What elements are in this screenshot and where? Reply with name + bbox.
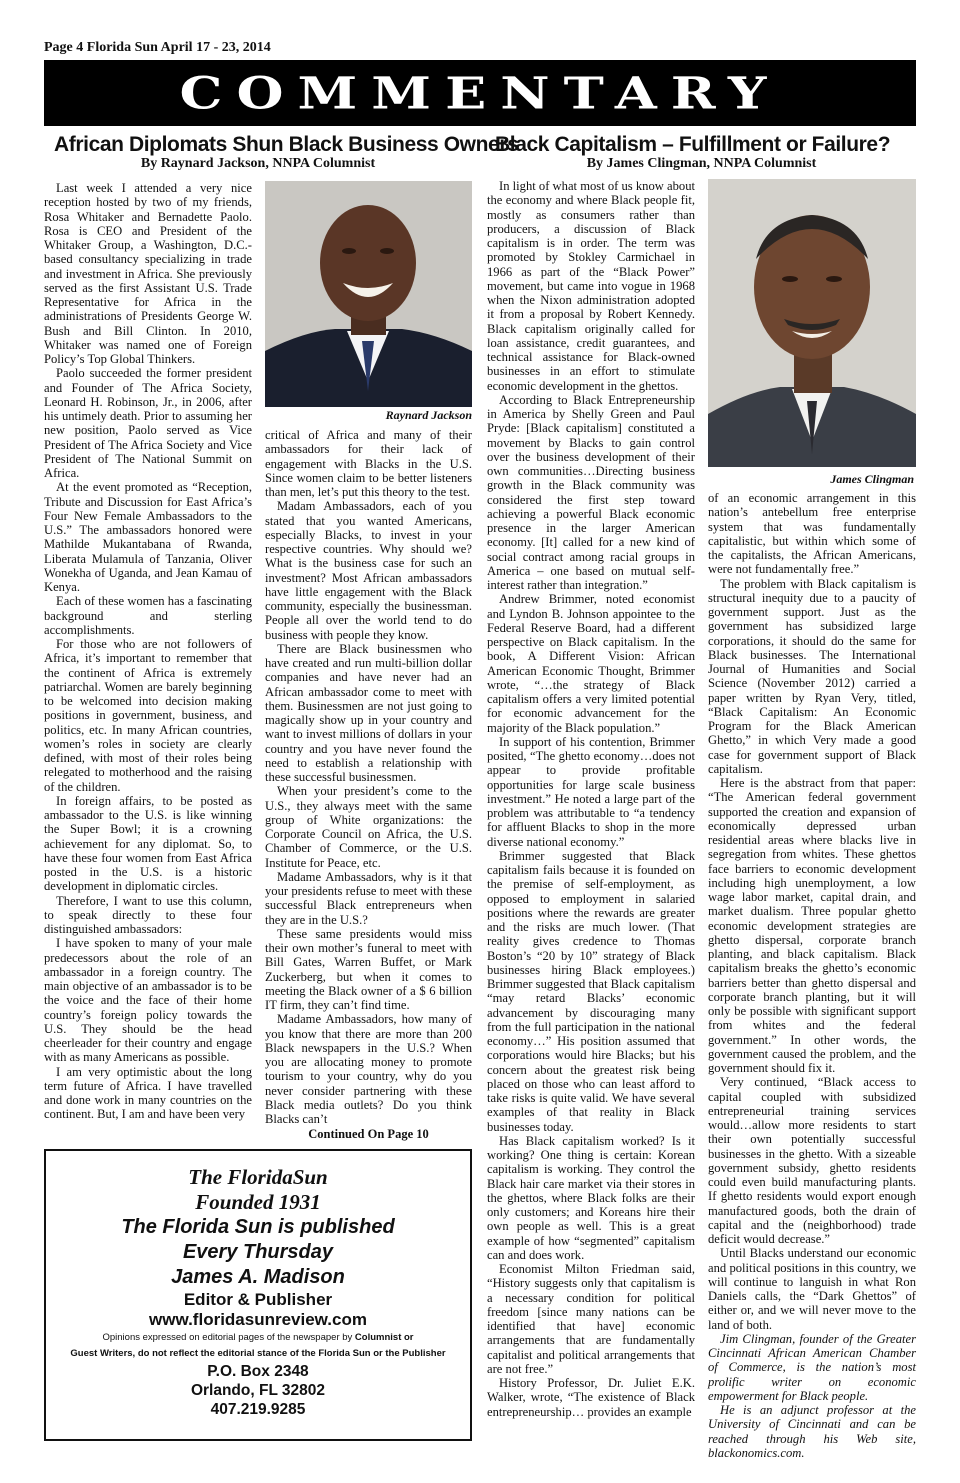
- section-banner-title: COMMENTARY: [179, 66, 781, 120]
- publisher-title: Editor & Publisher: [183, 1290, 333, 1309]
- raynard-jackson-caption: Raynard Jackson: [385, 408, 472, 422]
- disclaimer-text: Opinions expressed on editorial pages of the newspaper by: [102, 1332, 355, 1343]
- paragraph: For those who are not followers of Africa, it’s important to remember that the continent of Africa is extremely patriarchal. Women are barely beginning to be welcomed into decision making positions in government, business, and politics, etc. In many African countries, women’s roles in society are clearly defined, with most of their roles being relegated to motherhood and the raising of the children.: [44, 637, 252, 794]
- paragraph: At the event promoted as “Reception, Tribute and Discussion for East Africa’s Four New Female Ambassadors to the U.S.” The ambassadors honored were Mathilde Mukantabana of Rwanda, Liberata Mulamula of Tanzania, Oliver Wonekha of Uganda, and Jean Kamau of Kenya.: [44, 480, 252, 594]
- paragraph: Madam Ambassadors, each of you stated that you wanted Americans, especially Blacks, to invest in your respective countries. Why should we? What is the business case for such an investment? Most African ambassadors have little engagement with the Black community, especially the businessman. People all over the world tend to do business with people they know.: [265, 499, 472, 642]
- paragraph: Has Black capitalism worked? Is it working? One thing is certain: Korean capitalism is working. They control the Black hair care market via their stores in the ghettos, where Black folks are their only customers; and Koreans hire their own people as well. This is a great example of how “segmented” capitalism can and does work.: [487, 1133, 695, 1262]
- portrait-illustration: [708, 179, 916, 467]
- disclaimer-line1: [46, 1330, 470, 1346]
- phone-number: 407.219.9285: [210, 1401, 306, 1418]
- masthead-info-box: [44, 1149, 472, 1441]
- paragraph: Until Blacks understand our economic and political positions in this country, we will continue to languish in what Ron Daniels calls, the “Dark Ghettos” of either or, and we will never move to the land of both.: [708, 1246, 916, 1332]
- paragraph: of an economic arrangement in this nation’s antebellum free enterprise system that was fundamentally capitalistic, but within which some of the capitalists, the African Americans, were not fundamentally free.”: [708, 491, 916, 577]
- paragraph: Madame Ambassadors, why is it that your presidents refuse to meet with these successful Black entrepreneurs when they are in the U.S.?: [265, 869, 472, 927]
- paragraph: When your president’s come to the U.S., they always meet with the same group of White organizations: the Corporate Council on Africa, the U.S. Chamber of Commerce, or the U.S. Institute for Peace, etc.: [265, 784, 472, 870]
- paragraph: According to Black Entrepreneurship in America by Shelly Green and Paul Pryde: [Black capitalism] constituted a movement by Blacks to gain control over the business development of their own communities…Directing business growth in the Black community was considered the first step toward achieving a powerful Black economic presence in the larger American economy. [It] called for a new kind of social contract among racial groups in America – one based on mutual self-interest rather than integration.”: [487, 392, 695, 592]
- disclaimer-line2: Guest Writers, do not reflect the editorial stance of the Florida Sun or the Publisher: [70, 1348, 446, 1359]
- paragraph: Last week I attended a very nice reception hosted by two of my friends, Rosa Whitaker and Bernadette Paolo. Rosa is CEO and President of the Whitaker Group, a Washington, D.C.- based consultancy specializing in trade and investment in Africa. She previously served as the first Assistant U.S. Trade Representative for Africa in the administrations of Presidents George W. Bush and Bill Clinton. In 2010, Whitaker was named one of Foreign Policy’s Top Global Thinkers.: [44, 181, 252, 366]
- left-article-col2: [265, 428, 472, 1124]
- paper-name: The FloridaSun: [188, 1165, 328, 1189]
- left-headline: African Diplomats Shun Black Business Owners: [54, 133, 519, 156]
- paragraph: Andrew Brimmer, noted economist and Lyndon B. Johnson appointee to the Federal Reserve Board, had a different perspective on Black capitalism. In the book, A Different Vision: African American Economic Thought, Brimmer wrote, “…the strategy of Black capitalism offers a very limited potential for economic advancement for the majority of the Black population.”: [487, 592, 695, 735]
- right-byline: By James Clingman, NNPA Columnist: [586, 156, 817, 171]
- james-clingman-photo: [708, 179, 916, 467]
- left-byline: By Raynard Jackson, NNPA Columnist: [140, 156, 376, 171]
- james-clingman-caption: James Clingman: [830, 472, 914, 486]
- paragraph: I am very optimistic about the long term future of Africa. I have travelled and done work in many countries on the continent. But, I am and have been very: [44, 1064, 252, 1122]
- author-bio: Jim Clingman, founder of the Greater Cincinnati African American Chamber of Commerce, is the nation’s most prolific writer on economic empowerment for Black people.: [708, 1331, 916, 1403]
- portrait-illustration: [265, 181, 472, 407]
- paragraph: Very continued, “Black access to capital coupled with subsidized entrepreneurial training services would…allow more residents to start their own potentially successful businesses in the ghetto. With a sizeable government subsidy, ghetto residents could even build manufacturing plants. If ghetto residents would export enough manufactured goods, both the drain of capital and the (neighborhood) trade deficit would decrease.”: [708, 1075, 916, 1246]
- right-headline: Black Capitalism – Fulfillment or Failure?: [495, 133, 891, 156]
- published-day: Every Thursday: [182, 1241, 334, 1263]
- paragraph: In support of his contention, Brimmer posited, “The ghetto economy…does not appear to provide profitable opportunities for large scale business investment.” He noted a large part of the problem was attributable to “a tendency for affluent Blacks to shop in the more diverse national economy.”: [487, 734, 695, 849]
- author-contact: He is an adjunct professor at the University of Cincinnati and can be reached through his Web site, blackonomics.com.: [708, 1403, 916, 1460]
- paragraph: There are Black businessmen who have created and run multi-billion dollar companies and have never had an African ambassador come to meet with them. Businessmen are not just going to magically show up in your country and want to invest millions of dollars in your country and you have never found the need to establish a relationship with these successful businessmen.: [265, 641, 472, 784]
- paragraph: Each of these women has a fascinating background and sterling accomplishments.: [44, 594, 252, 637]
- paragraph: Paolo succeeded the former president and Founder of The Africa Society, Leonard H. Robinson, Jr., in 2006, after his untimely death. Prior to assuming her new position, Paolo served as Vice President of The Africa Society and Vice President of The National Summit on Africa.: [44, 366, 252, 480]
- left-article-col1: [44, 181, 252, 1143]
- paragraph: History Professor, Dr. Juliet E.K. Walker, wrote, “The existence of Black entrepreneurship… provides an example: [487, 1376, 695, 1419]
- paragraph: Therefore, I want to use this column, to speak directly to these four distinguished ambassadors:: [44, 893, 252, 936]
- city-zip: Orlando, FL 32802: [190, 1382, 326, 1399]
- paragraph: The problem with Black capitalism is structural inequity due to a paucity of government support. Just as the government has subsidized large corporations, it should do the same for Black businesses. The International Journal of Humanities and Social Science (November 2012) carried a paper written by Ryan Very, titled, “Black Capitalism: An Economic Program for the Black American Ghetto,” in which Very made a good case for government support of Black capitalism.: [708, 576, 916, 776]
- disclaimer-emphasis: Columnist or: [354, 1332, 414, 1343]
- page-folio: Page 4 Florida Sun April 17 - 23, 2014: [44, 40, 271, 55]
- published-line: The Florida Sun is published: [121, 1216, 395, 1238]
- right-article-col1: [487, 179, 695, 1441]
- paragraph: Brimmer suggested that Black capitalism fails because it is founded on the premise of self-employment, as opposed to employment in salaried positions where the rewards are greater and the risks are much lower. (That reality gives credence to Thomas Boston’s “20 by 10” strategy of Black businesses hiring Black employees.) Brimmer suggested that Black capitalism “may retard Blacks’ economic advancement by discouraging many from the full participation in the national economy…” His position assumed that corporations would hire Blacks; but his concern about the greatest risk being placed on those who can least afford to take risks is quite valid. We have several examples of that reality in Black businesses today.: [487, 848, 695, 1134]
- paragraph: These same presidents would miss their own mother’s funeral to meet with Bill Gates, Warren Buffet, or Mark Zuckerberg, but when it comes to meeting the Black owner of a $ 6 billion IT firm, they can’t find time.: [265, 926, 472, 1012]
- paragraph: critical of Africa and many of their ambassadors for their lack of engagement with Blacks in the U.S. Since women claim to be better listeners than men, let’s put this theory to the test.: [265, 428, 472, 499]
- paragraph: In light of what most of us know about the economy and where Black people fit, mostly as consumers rather than producers, a discussion of Black capitalism is in order. The term was promoted by Stokley Carmichael in 1966 as part of the “Black Power” movement, but came into vogue in 1968 when the Nixon administration adopted it from a proposal by Robert Kennedy. Black capitalism originally called for loan assistance, credit guarantees, and technical assistance for Black-owned businesses in an effort to stimulate economic development in the ghettos.: [487, 179, 695, 393]
- raynard-jackson-photo: [265, 181, 472, 407]
- paragraph: Economist Milton Friedman said, “History suggests only that capitalism is a necessary condition for political freedom [since many nations can be identified that have] economic arrangements that are fundamentally capitalist and political arrangements that are not free.”: [487, 1262, 695, 1376]
- section-banner: [44, 60, 916, 126]
- paragraph: Madame Ambassadors, how many of you know that there are more than 200 Black newspapers in the U.S.? When you are allocating money to promote tourism to your country, why do you never consider partnering with these Black media outlets? Do you think Blacks can’t: [265, 1012, 472, 1126]
- paragraph: I have spoken to many of your male predecessors about the role of an ambassador in a foreign country. The main objective of an ambassador is to be the voice and the face of their home country’s foreign policy towards the U.S. They should be the head cheerleader for their country and engage with as many Americans as possible.: [44, 936, 252, 1065]
- right-article-col2: [708, 491, 916, 1460]
- paragraph: Here is the abstract from that paper: “The American federal government supported the creation and expansion of economically depressed urban residential areas where blacks live in segregation from whites. These ghettos face barriers to economic development including high unemployment, a low wage labor market, capital drain, and market dualism. Three popular ghetto economic development strategies are ghetto dispersal, corporate branch planting, and black capitalism. Black capitalism breaks the ghetto’s economic barriers better than ghetto dispersal and corporate branch planting, but it will only be possible with significant support from whites and the federal government.” In other words, the government caused the problem, and the government should fix it.: [708, 776, 916, 1075]
- website: www.floridasunreview.com: [149, 1310, 367, 1329]
- po-box: P.O. Box 2348: [207, 1363, 309, 1380]
- founded-year: Founded 1931: [195, 1190, 321, 1214]
- paragraph: In foreign affairs, to be posted as ambassador to the U.S. is like winning the Super Bowl; it is a crowning achievement for any diplomat. So, to have these four women from East Africa posted in the U.S. is a historic development in diplomatic circles.: [44, 793, 252, 894]
- publisher-name: James A. Madison: [171, 1266, 345, 1288]
- continued-notice: Continued On Page 10: [308, 1127, 429, 1141]
